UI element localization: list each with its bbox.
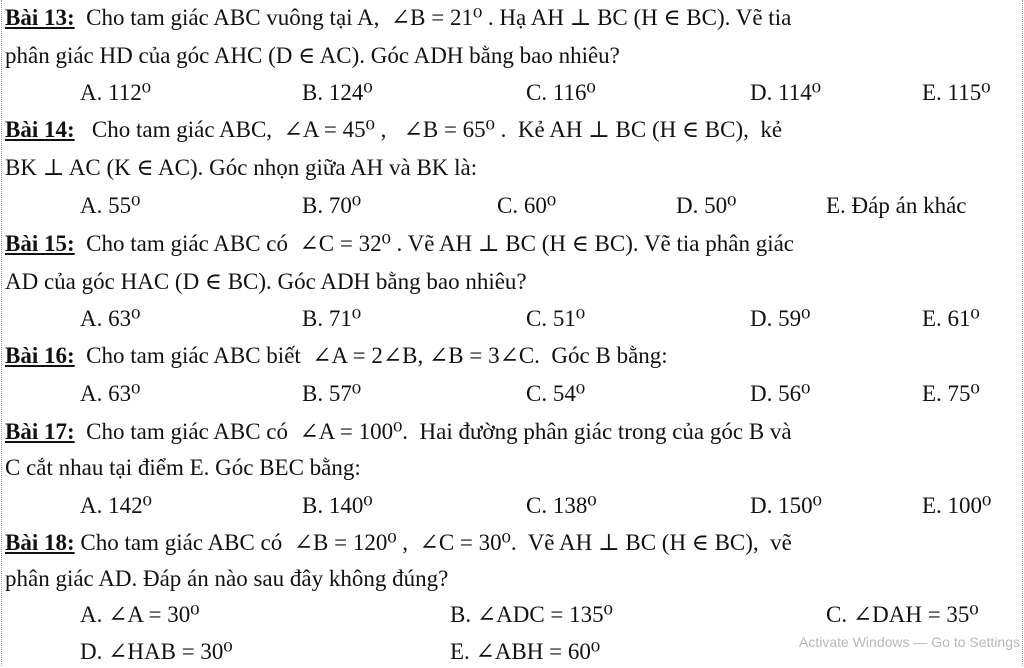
problem-17-header: Bài 17:	[5, 419, 75, 444]
problem-13-text-1: Cho tam giác ABC vuông tại A, ∠B = 21⁰ . Hạ AH ⊥ BC (H ∈ BC). Vẽ tia	[74, 5, 792, 30]
problem-18-line-1	[5, 527, 792, 559]
problem-16-header: Bài 16:	[5, 343, 75, 368]
problem-18-option-e: E. ∠ABH = 60⁰	[450, 639, 601, 664]
problem-17-text-1: Cho tam giác ABC có ∠A = 100⁰. Hai đường phân giác trong của góc B và	[74, 419, 792, 444]
problem-13-line-1	[5, 2, 791, 34]
problem-14-option-e: E. Đáp án khác	[826, 193, 967, 218]
problem-15-option-a: A. 63⁰	[80, 306, 141, 331]
problem-15-option-c: C. 51⁰	[526, 306, 586, 331]
page-left-edge	[1, 0, 2, 666]
problem-17-line-1	[5, 416, 792, 448]
problem-17-option-d: D. 150⁰	[750, 493, 822, 518]
problem-14-text-1: Cho tam giác ABC, ∠A = 45⁰ , ∠B = 65⁰ . Kẻ AH ⊥ BC (H ∈ BC), kẻ	[74, 117, 783, 142]
problem-16-option-b: B. 57⁰	[302, 381, 362, 406]
problem-14-option-d: D. 50⁰	[676, 193, 737, 218]
problem-17-line-2: C cắt nhau tại điểm E. Góc BEC bằng:	[5, 455, 361, 480]
problem-14-option-b: B. 70⁰	[302, 193, 362, 218]
problem-13-header: Bài 13:	[5, 5, 75, 30]
problem-13-option-d: D. 114⁰	[750, 80, 821, 105]
problem-17-option-e: E. 100⁰	[922, 493, 992, 518]
activation-watermark: Activate Windows — Go to Settings	[799, 634, 1020, 650]
problem-14-header: Bài 14:	[5, 117, 75, 142]
problem-16-option-c: C. 54⁰	[526, 381, 586, 406]
problem-15-line-1	[5, 228, 794, 260]
problem-18-header: Bài 18:	[5, 530, 75, 555]
problem-14-option-c: C. 60⁰	[497, 193, 557, 218]
page-right-edge	[1022, 0, 1023, 666]
problem-15-text-1: Cho tam giác ABC có ∠C = 32⁰ . Vẽ AH ⊥ BC (H ∈ BC). Vẽ tia phân giác	[74, 231, 795, 256]
problem-17-option-b: B. 140⁰	[302, 493, 373, 518]
problem-15-option-d: D. 59⁰	[750, 306, 811, 331]
problem-13-line-2: phân giác HD của góc AHC (D ∈ AC). Góc ADH bằng bao nhiêu?	[5, 43, 620, 68]
problem-18-line-2: phân giác AD. Đáp án nào sau đây không đúng?	[5, 566, 449, 591]
problem-16-option-d: D. 56⁰	[750, 381, 811, 406]
problem-13-option-b: B. 124⁰	[302, 80, 373, 105]
problem-15-option-e: E. 61⁰	[922, 306, 980, 331]
problem-15-header: Bài 15:	[5, 231, 75, 256]
problem-16-option-a: A. 63⁰	[80, 381, 141, 406]
problem-15-line-2: AD của góc HAC (D ∈ BC). Góc ADH bằng bao nhiêu?	[5, 269, 527, 294]
problem-18-option-c: C. ∠DAH = 35⁰	[826, 602, 979, 627]
problem-14-line-1	[5, 114, 782, 146]
problem-13-option-a: A. 112⁰	[80, 80, 151, 105]
problem-18-option-d: D. ∠HAB = 30⁰	[80, 639, 233, 664]
problem-16-option-e: E. 75⁰	[922, 381, 980, 406]
problem-13-option-e: E. 115⁰	[922, 80, 991, 105]
problem-16-text-1: Cho tam giác ABC biết ∠A = 2∠B, ∠B = 3∠C. Góc B bằng:	[74, 343, 668, 368]
problem-18-option-a: A. ∠A = 30⁰	[80, 602, 200, 627]
problem-17-option-c: C. 138⁰	[526, 493, 597, 518]
problem-18-option-b: B. ∠ADC = 135⁰	[450, 602, 613, 627]
problem-14-line-2: BK ⊥ AC (K ∈ AC). Góc nhọn giữa AH và BK là:	[5, 155, 478, 180]
problem-16-line-1	[5, 340, 668, 372]
problem-13-option-c: C. 116⁰	[526, 80, 596, 105]
problem-14-option-a: A. 55⁰	[80, 193, 141, 218]
problem-18-text-1: Cho tam giác ABC có ∠B = 120⁰ , ∠C = 30⁰. Vẽ AH ⊥ BC (H ∈ BC), vẽ	[74, 530, 792, 555]
problem-15-option-b: B. 71⁰	[302, 306, 362, 331]
problem-17-option-a: A. 142⁰	[80, 493, 152, 518]
